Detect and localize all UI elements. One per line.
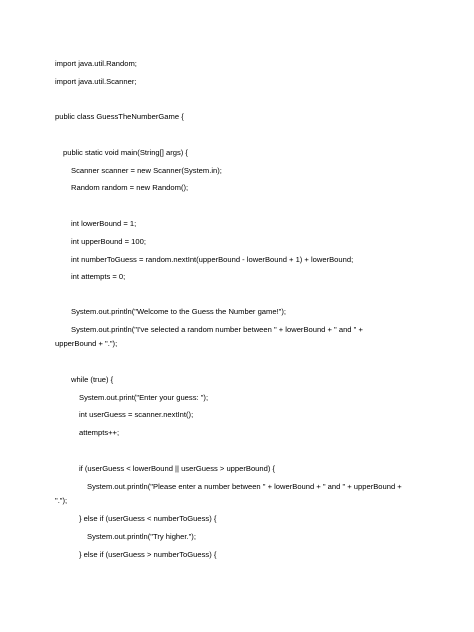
code-line: Scanner scanner = new Scanner(System.in); xyxy=(71,166,222,175)
code-line: int lowerBound = 1; xyxy=(71,219,137,228)
code-line: public class GuessTheNumberGame { xyxy=(55,112,184,121)
code-line: int numberToGuess = random.nextInt(upperBound - lowerBound + 1) + lowerBound; xyxy=(71,255,354,264)
code-line: System.out.println("Please enter a number between " + lowerBound + " and " + upperBound + xyxy=(87,482,402,491)
code-line: int upperBound = 100; xyxy=(71,237,146,246)
code-line: upperBound + "."); xyxy=(55,339,118,348)
code-line: System.out.println("Welcome to the Guess the Number game!"); xyxy=(71,307,287,316)
code-line: import java.util.Scanner; xyxy=(55,77,137,86)
code-line: System.out.println("I've selected a random number between " + lowerBound + " and " + xyxy=(71,325,363,334)
code-line: attempts++; xyxy=(79,428,120,437)
code-line: while (true) { xyxy=(71,375,114,384)
code-line: "."); xyxy=(55,496,68,505)
code-line: int attempts = 0; xyxy=(71,272,126,281)
code-line: System.out.println("Try higher."); xyxy=(87,532,196,541)
code-line: import java.util.Random; xyxy=(55,59,137,68)
code-line: int userGuess = scanner.nextInt(); xyxy=(79,410,194,419)
code-line: } else if (userGuess > numberToGuess) { xyxy=(79,550,217,559)
code-line: Random random = new Random(); xyxy=(71,183,189,192)
code-line: public static void main(String[] args) { xyxy=(63,148,188,157)
code-line: } else if (userGuess < numberToGuess) { xyxy=(79,514,217,523)
code-line: System.out.print("Enter your guess: "); xyxy=(79,393,209,402)
code-line: if (userGuess < lowerBound || userGuess > upperBound) { xyxy=(79,464,276,473)
